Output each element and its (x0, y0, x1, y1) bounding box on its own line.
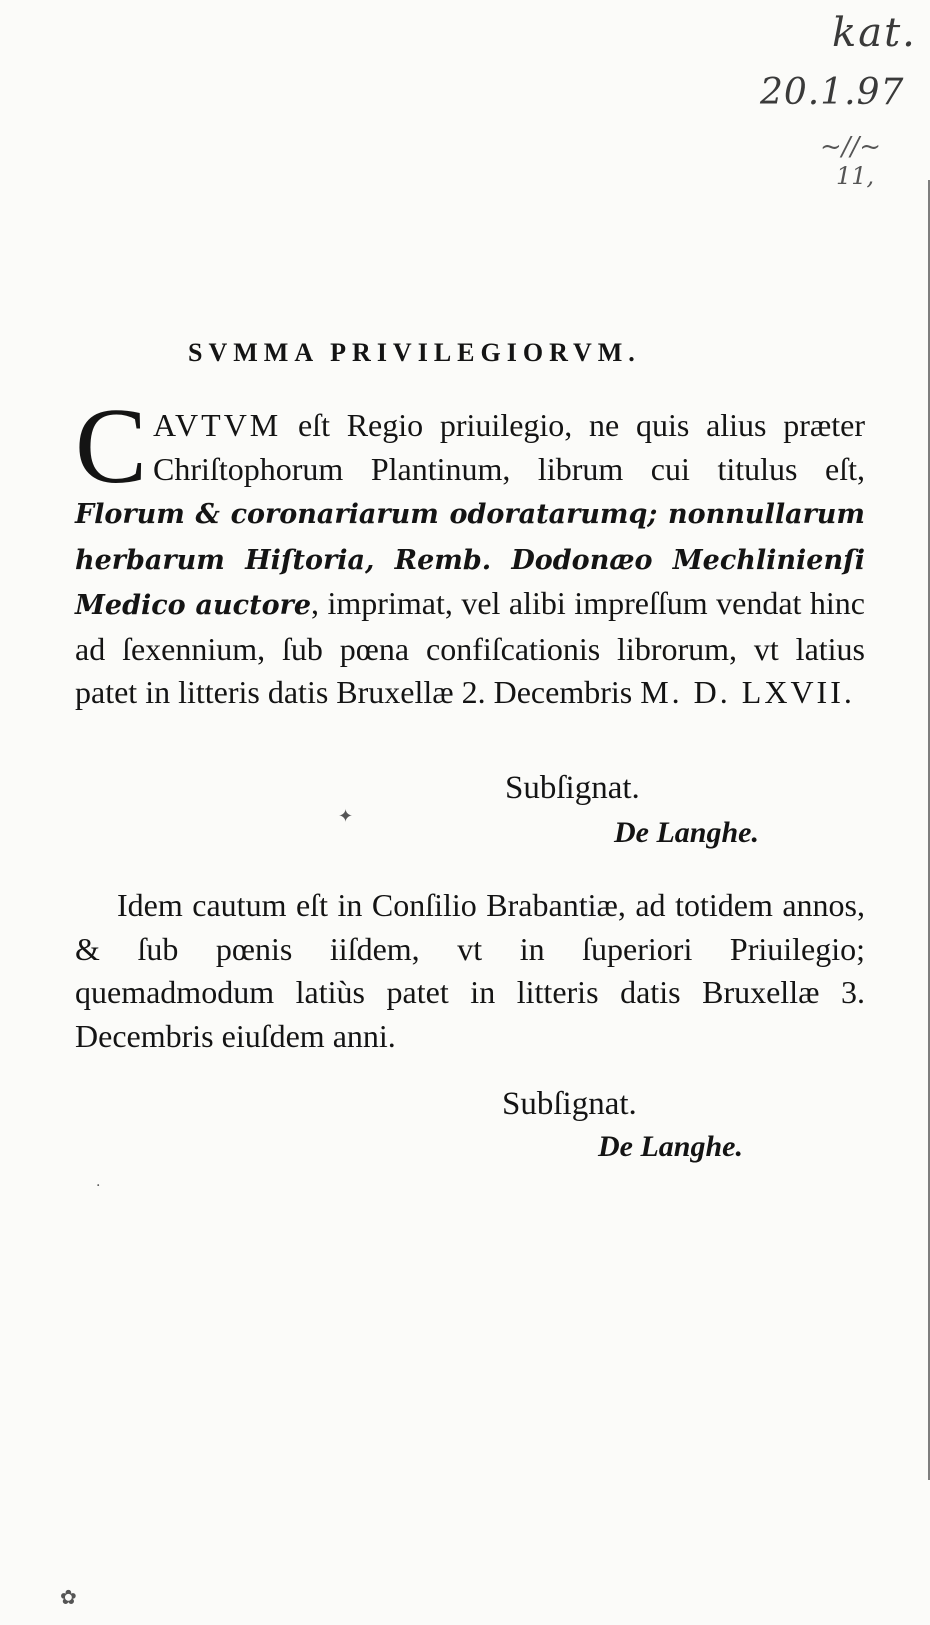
privilege-text-b: , imprimat, vel alibi impreſſum vendat hinc ad ſexennium, ſub pœna confiſcationis librorum, vt latius patet in litteris datis Bruxellæ 2. Decembris (75, 585, 866, 710)
page-edge-shadow (920, 180, 930, 1480)
privilege-date: M. D. LXVII. (640, 674, 855, 710)
page-title: SVMMA PRIVILEGIORVM. (188, 338, 641, 367)
signature-1-name: De Langhe. (614, 816, 759, 849)
signature-1-label: Subſignat. (505, 770, 640, 806)
privilege-paragraph-1 (75, 387, 866, 715)
signature-2-label: Subſignat. (502, 1086, 637, 1122)
handwritten-note-kat: kat. (832, 10, 917, 56)
ink-speck: · (96, 1178, 101, 1194)
signature-2-name: De Langhe. (598, 1130, 743, 1163)
drop-cap: C (75, 387, 148, 506)
ink-speck: ✿ (60, 1585, 77, 1609)
handwritten-note-mark: ~//~ (820, 132, 882, 162)
ink-speck: ✦ (338, 806, 354, 827)
handwritten-note-number: 11, (836, 162, 875, 190)
handwritten-note-date: 20.1.97 (760, 72, 905, 113)
privilege-paragraph-2: Idem cautum eſt in Conſilio Brabantiæ, ad totidem annos, & ſub pœnis iiſdem, vt in ſuperiori Priuilegio; quemadmodum latiùs patet in litteris datis Bruxellæ 3. Decembris eiuſdem anni. (75, 887, 865, 1054)
lead-smallcaps: AVTVM (153, 407, 282, 443)
book-title: Florum & coronariarum odoratarumq; nonnullarum herbarum Hiſtoria, Remb. Dodonæo Mechlinienſi Medico auctore (75, 499, 865, 621)
privilege-text-a: eſt Regio priuilegio, ne quis alius præter Chriſtophorum Plantinum, librum cui titulus eſt, (153, 407, 865, 487)
